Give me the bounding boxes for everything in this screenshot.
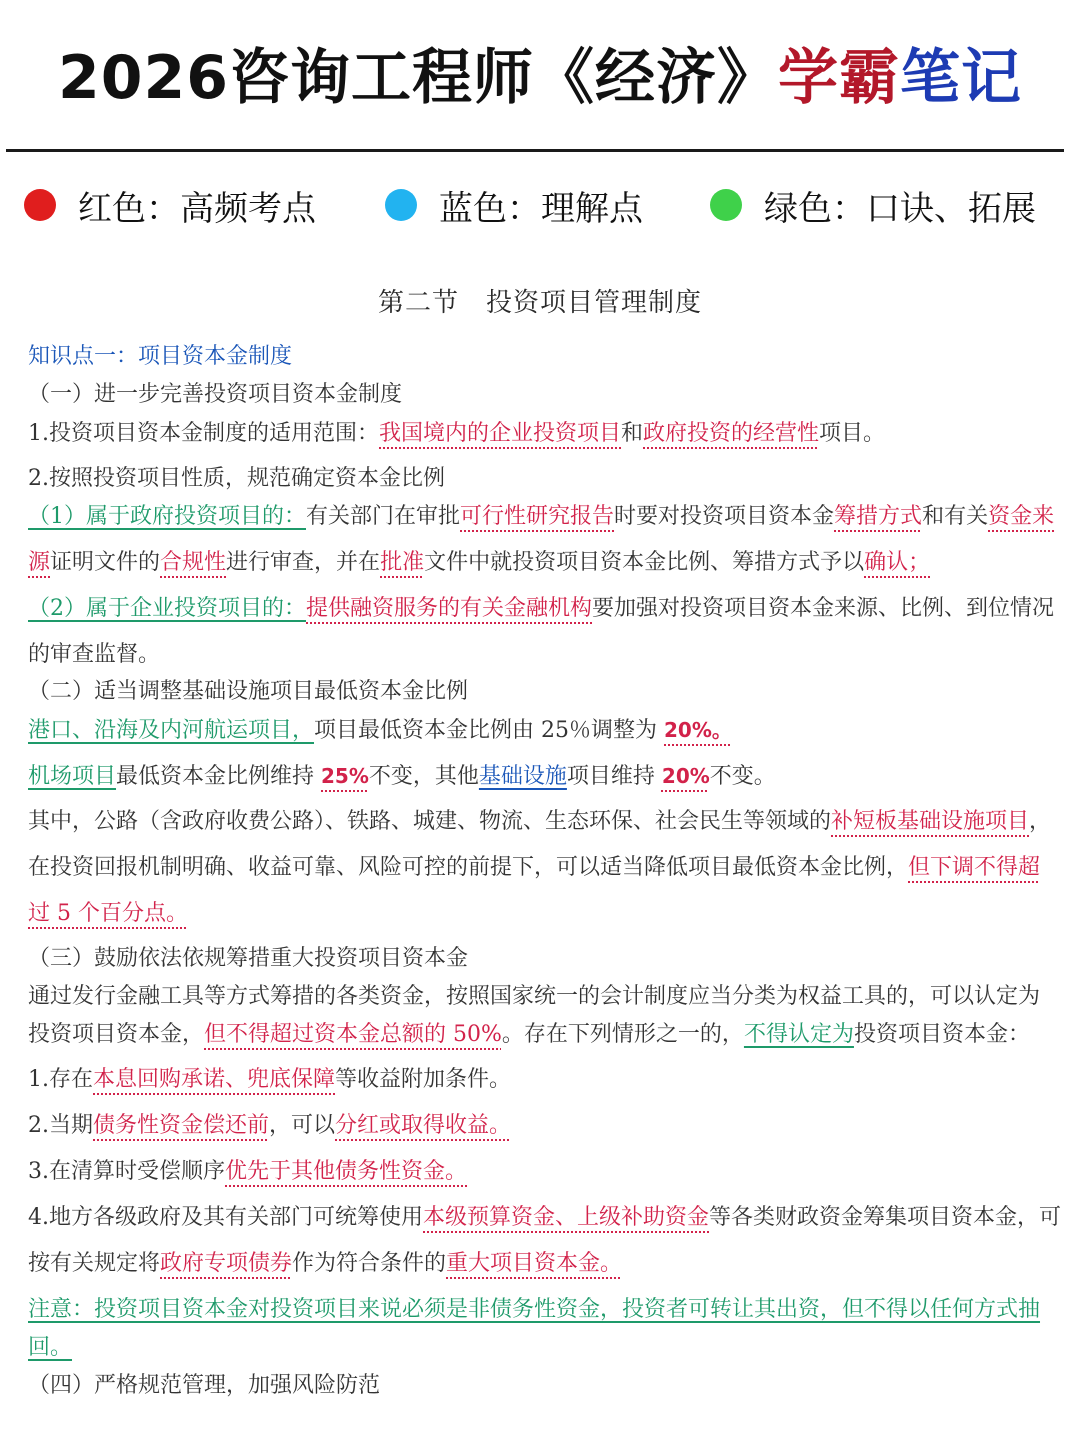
red-keypoint: 债务性资金偿还前	[93, 1113, 270, 1138]
legend-red	[24, 178, 316, 232]
red-keypoint: 筹措方式	[834, 504, 923, 529]
paragraph-line: 4.地方各级政府及其有关部门可统筹使用本级预算资金、上级补助资金等各类财政资金筹集项目资本金，可	[28, 1205, 1062, 1230]
red-keypoint: 补短板基础设施项目	[831, 809, 1030, 834]
green-note: 回。	[28, 1335, 73, 1360]
paragraph-line: 3.在清算时受偿顺序优先于其他债务性资金。	[28, 1159, 468, 1184]
red-keypoint: 政府专项债券	[160, 1251, 293, 1276]
title-highlight-red: 学霸	[778, 43, 900, 113]
legend-red-label: 红色：高频考点	[78, 188, 316, 229]
blue-keypoint: 基础设施	[478, 764, 567, 789]
red-keypoint: 但不得超过资本金总额的 50%	[204, 1022, 502, 1047]
title-prefix: 2026咨询工程师《经济》	[58, 43, 778, 113]
legend-green-label: 绿色：口诀、拓展	[764, 188, 1036, 229]
knowledge-point-heading: 知识点一：项目资本金制度	[28, 344, 293, 369]
paragraph-line: 2.当期债务性资金偿还前，可以分红或取得收益。	[28, 1113, 512, 1138]
paragraph-line: （2）属于企业投资项目的：提供融资服务的有关金融机构要加强对投资项目资本金来源、比例、到位情况	[28, 596, 1055, 621]
red-keypoint: 可行性研究报告	[460, 504, 615, 529]
red-keypoint: 但下调不得超	[908, 855, 1041, 880]
red-keypoint: 20%	[661, 764, 710, 788]
red-keypoint: 政府投资的经营性	[643, 421, 820, 446]
paragraph-line: 源证明文件的合规性进行审查，并在批准文件中就投资项目资本金比例、筹措方式予以确认；	[28, 550, 931, 575]
paragraph-line: 投资项目资本金，但不得超过资本金总额的 50%。存在下列情形之一的，不得认定为投资项目资本金：	[28, 1022, 1030, 1047]
paragraph-line	[28, 897, 188, 931]
red-keypoint: 资金来	[988, 504, 1055, 529]
paragraph-line: 通过发行金融工具等方式筹措的各类资金，按照国家统一的会计制度应当分类为权益工具的，可以认定为	[28, 984, 1041, 1009]
paragraph-line	[28, 1331, 72, 1365]
subsection-1: （一）进一步完善投资项目资本金制度	[28, 382, 403, 407]
red-dot-icon	[24, 189, 56, 221]
red-keypoint: 25%	[321, 764, 369, 788]
green-note: 注意：投资项目资本金对投资项目来说必须是非债务性资金，投资者可转让其出资，但不得以任何方式抽	[28, 1297, 1041, 1322]
red-keypoint: 合规性	[160, 550, 227, 575]
red-keypoint: 源	[28, 550, 51, 575]
subsection-4: （四）严格规范管理，加强风险防范	[28, 1373, 381, 1398]
green-keypoint: （1）属于政府投资项目的：	[28, 504, 306, 529]
green-keypoint: （2）属于企业投资项目的：	[28, 596, 306, 621]
blue-dot-icon	[385, 189, 417, 221]
red-keypoint: 本级预算资金、上级补助资金	[423, 1205, 710, 1230]
paragraph-line: 1.投资项目资本金制度的适用范围：我国境内的企业投资项目和政府投资的经营性项目。	[28, 421, 886, 446]
paragraph-line: 1.存在本息回购承诺、兜底保障等收益附加条件。	[28, 1067, 512, 1092]
subsection-3: （三）鼓励依法依规筹措重大投资项目资本金	[28, 946, 469, 971]
section-title: 第二节 投资项目管理制度	[377, 288, 702, 318]
page-title	[0, 38, 1080, 118]
green-keypoint: 港口、沿海及内河航运项目，	[28, 718, 315, 743]
legend-green	[710, 178, 1036, 232]
paragraph-line: 在投资回报机制明确、收益可靠、风险可控的前提下，可以适当降低项目最低资本金比例，但下调不得超	[28, 855, 1041, 880]
paragraph-line: 港口、沿海及内河航运项目，项目最低资本金比例由 25％调整为 20%。	[28, 718, 732, 743]
red-keypoint: 优先于其他债务性资金。	[225, 1159, 468, 1184]
legend-blue-label: 蓝色：理解点	[439, 188, 643, 229]
paragraph-line: 机场项目最低资本金比例维持 25%不变，其他基础设施项目维持 20%不变。	[28, 764, 776, 789]
red-keypoint: 20%。	[664, 718, 732, 742]
paragraph-line: 按有关规定将政府专项债券作为符合条件的重大项目资本金。	[28, 1251, 623, 1276]
green-dot-icon	[710, 189, 742, 221]
green-keypoint: 机场项目	[28, 764, 117, 789]
red-keypoint: 批准	[380, 550, 425, 575]
paragraph-line: （1）属于政府投资项目的：有关部门在审批可行性研究报告时要对投资项目资本金筹措方式和有关资金来	[28, 504, 1055, 529]
red-keypoint: 提供融资服务的有关金融机构	[306, 596, 593, 621]
red-keypoint: 分红或取得收益。	[335, 1113, 512, 1138]
green-keypoint: 不得认定为	[743, 1022, 854, 1047]
title-divider	[6, 149, 1064, 152]
red-keypoint: 重大项目资本金。	[446, 1251, 623, 1276]
red-keypoint: 过 5 个百分点。	[28, 901, 188, 926]
paragraph-line: 2.按照投资项目性质，规范确定资本金比例	[28, 466, 445, 491]
red-keypoint: 本息回购承诺、兜底保障	[93, 1067, 336, 1092]
red-keypoint: 确认；	[864, 550, 931, 575]
paragraph-line: 的审查监督。	[28, 642, 161, 667]
paragraph-line: 其中，公路（含政府收费公路）、铁路、城建、物流、生态环保、社会民生等领域的补短板基础设施项目，	[28, 809, 1052, 834]
red-keypoint: 我国境内的企业投资项目	[379, 421, 622, 446]
title-highlight-blue: 笔记	[900, 43, 1022, 113]
legend-blue	[385, 178, 643, 232]
subsection-2: （二）适当调整基础设施项目最低资本金比例	[28, 679, 469, 704]
paragraph-line	[28, 1293, 1040, 1327]
